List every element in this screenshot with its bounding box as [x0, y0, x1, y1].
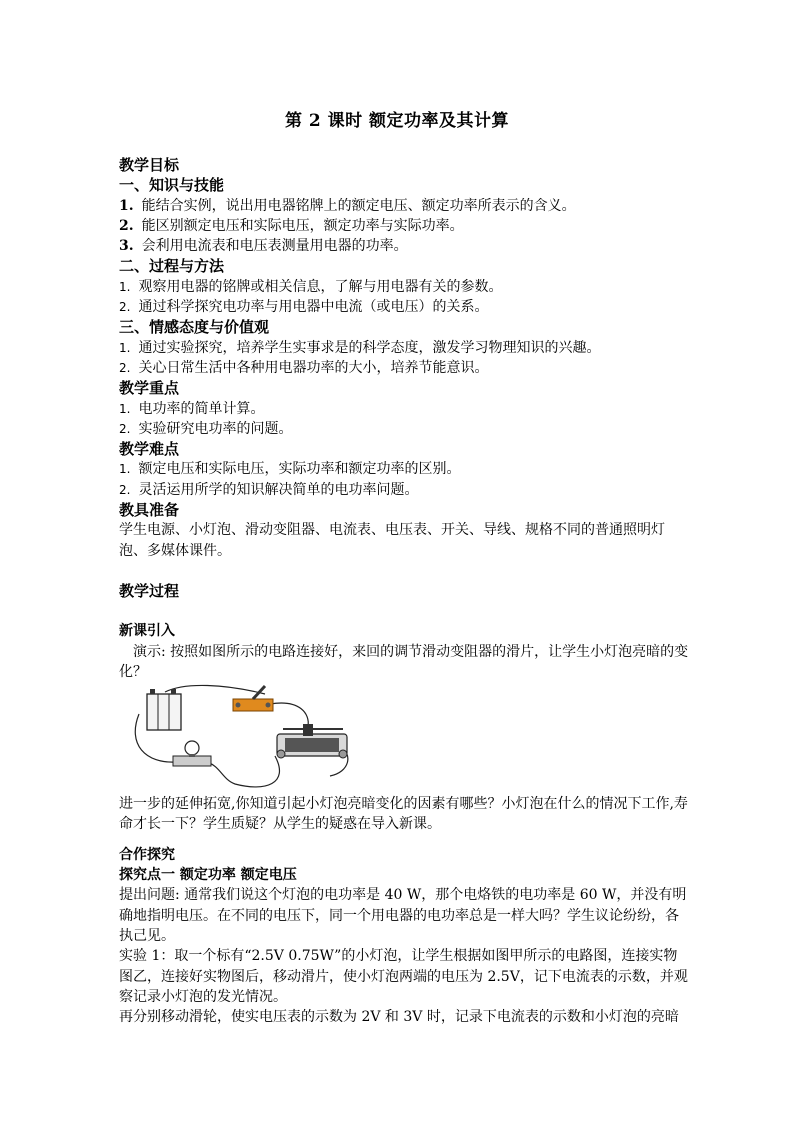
item-number: 2.	[119, 482, 131, 497]
knowledge-heading: 一、知识与技能	[119, 176, 225, 195]
list-item	[119, 236, 689, 256]
list-item	[119, 358, 689, 378]
item-text: 额定电压和实际电压，实际功率和额定功率的区别。	[138, 461, 461, 478]
experiment-text: 实验 1：取一个标有“2.5V 0.75W”的小灯泡，让学生根据如图甲所示的电路图，连接实物图乙，连接好实物图后，移动滑片，使小灯泡两端的电压为 2.5V，记下电流表的示数，并观察记录小灯泡的发光情况。	[119, 948, 688, 1005]
followup-text: 进一步的延伸拓宽,你知道引起小灯泡亮暗变化的因素有哪些？小灯泡在什么的情况下工作,寿命才长一下？学生质疑？从学生的疑惑在导入新课。	[119, 796, 688, 833]
list-item	[119, 297, 689, 317]
process-method-heading: 二、过程与方法	[119, 257, 225, 276]
item-text: 通过科学探究电功率与用电器中电流（或电压）的关系。	[138, 299, 489, 316]
battery-icon	[147, 689, 181, 730]
item-number: 1.	[119, 279, 131, 294]
item-text: 观察用电器的铭牌或相关信息，了解与用电器有关的参数。	[138, 278, 503, 295]
light-bulb-icon	[173, 741, 211, 766]
list-item	[119, 216, 689, 236]
rheostat-icon	[277, 724, 347, 758]
document-body	[119, 155, 689, 1027]
continued-text: 再分别移动滑轮，使实电压表的示数为 2V 和 3V 时，记录下电流表的示数和小灯泡的亮暗	[119, 1009, 679, 1026]
objectives-heading: 教学目标	[119, 156, 180, 174]
difficulties-heading: 教学难点	[119, 440, 180, 459]
cooperation-heading: 合作探究	[119, 846, 175, 863]
list-item	[119, 459, 689, 479]
item-number: 3.	[119, 238, 134, 255]
switch-icon	[233, 686, 273, 711]
item-number: 2.	[119, 360, 131, 375]
item-number: 1.	[119, 340, 131, 355]
question-text: 提出问题: 通常我们说这个灯泡的电功率是 40 W，那个电烙铁的电功率是 60 W，并没有明确地指明电压。在不同的电压下，同一个用电器的电功率总是一样大吗？学生议论纷纷，各执己见。	[119, 887, 687, 944]
attitude-heading: 三、情感态度与价值观	[119, 318, 270, 337]
key-points-heading: 教学重点	[119, 379, 180, 398]
item-text: 会利用电流表和电压表测量用电器的功率。	[141, 238, 408, 255]
list-item	[119, 480, 689, 500]
item-number: 1.	[119, 401, 131, 416]
item-number: 2.	[119, 421, 131, 436]
item-text: 电功率的简单计算。	[138, 400, 265, 417]
item-number: 2.	[119, 300, 131, 315]
demo-text: 演示: 按照如图所示的电路连接好，来回的调节滑动变阻器的滑片，让学生小灯泡亮暗的变化？	[119, 643, 689, 680]
list-item	[119, 196, 689, 216]
teaching-process-heading: 教学过程	[119, 581, 180, 600]
lesson-title: 第 2 课时 额定功率及其计算	[284, 111, 510, 131]
item-number: 2.	[119, 217, 134, 234]
equipment-text: 学生电源、小灯泡、滑动变阻器、电流表、电压表、开关、导线、规格不同的普通照明灯泡、多媒体课件。	[119, 522, 665, 559]
item-text: 能区别额定电压和实际电压，额定功率与实际功率。	[141, 217, 464, 234]
item-text: 实验研究电功率的问题。	[138, 420, 293, 437]
item-text: 灵活运用所学的知识解决简单的电功率问题。	[138, 481, 419, 498]
intro-heading: 新课引入	[119, 623, 175, 640]
list-item	[119, 338, 689, 358]
item-number: 1.	[119, 462, 131, 477]
item-number: 1.	[119, 197, 134, 214]
list-item	[119, 419, 689, 439]
equipment-heading: 教具准备	[119, 501, 180, 520]
list-item	[119, 277, 689, 297]
item-text: 关心日常生活中各种用电器功率的大小，培养节能意识。	[138, 359, 489, 376]
point-one-heading: 探究点一 额定功率 额定电压	[119, 867, 297, 884]
item-text: 能结合实例，说出用电器铭牌上的额定电压、额定功率所表示的含义。	[141, 197, 576, 214]
item-text: 通过实验探究，培养学生实事求是的科学态度，激发学习物理知识的兴趣。	[138, 339, 601, 356]
list-item	[119, 399, 689, 419]
circuit-diagram	[125, 684, 355, 792]
